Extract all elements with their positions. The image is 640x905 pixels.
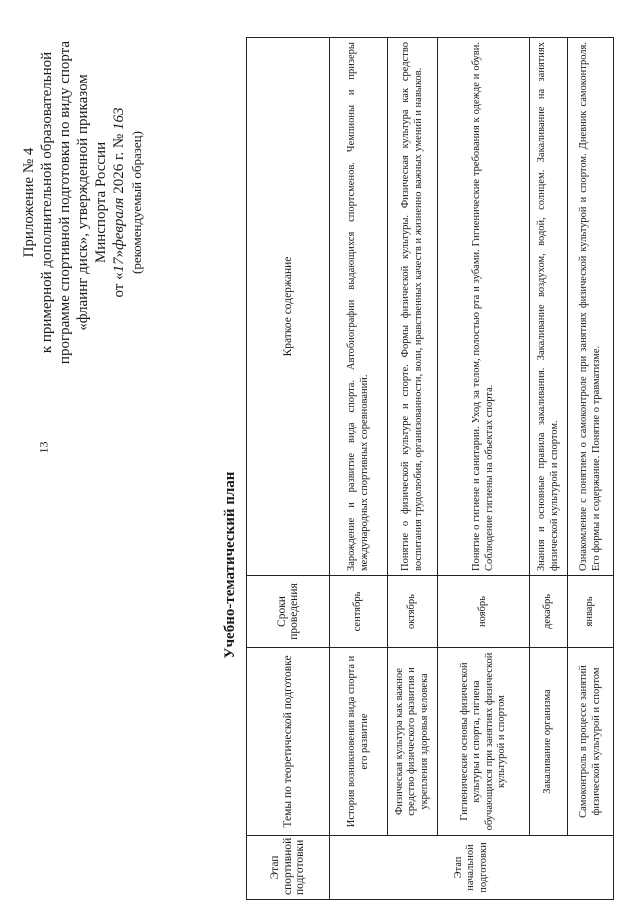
term-cell: декабрь: [530, 576, 568, 648]
term-cell: январь: [568, 576, 614, 648]
header-stage: Этап спортивной подготовки: [247, 836, 330, 900]
table-row: [568, 38, 614, 900]
page-number: 13: [36, 441, 51, 454]
content-cell: Знания и основные правила закаливания. Закаливание воздухом, водой, солнцем. Закаливание на занятиях физической культурой и спортом.: [530, 38, 568, 576]
topic-cell: Гигиенические основы физической культуры и спорта, гигиена обучающихся при занятиях физической культурой и спортом: [438, 648, 530, 836]
topic-cell: История возникновения вида спорта и его развитие: [330, 648, 388, 836]
topic-cell: Закаливание организма: [530, 648, 568, 836]
appendix-line: Приложение № 4: [21, 147, 37, 258]
content-cell: Понятие о физической культуре и спорте. Формы физической культуры. Физическая культура как средство воспитания трудолюбия, организованности, воли, нравственных качеств и жизненно важных умений и навыков.: [388, 38, 438, 576]
stage-cell: Этап начальной подготовки: [330, 836, 614, 900]
plan-table: [246, 37, 614, 900]
term-cell: ноябрь: [438, 576, 530, 648]
table-row: [530, 38, 568, 900]
handwritten-month: февраля: [111, 197, 127, 250]
table-header-row: [247, 38, 330, 900]
table-row: [330, 38, 388, 900]
header-term: Сроки проведения: [247, 576, 330, 648]
table-row: [388, 38, 438, 900]
plan-title: Учебно-тематический план: [222, 471, 238, 659]
header-content: Краткое содержание: [247, 38, 330, 576]
topic-cell: Физическая культура как важное средство физического развития и укрепления здоровья человека: [388, 648, 438, 836]
appendix-line: программе спортивной подготовки по виду спорта: [57, 40, 73, 365]
content-cell: Понятие о гигиене и санитарии. Уход за телом, полостью рта и зубами. Гигиенические требования к одежде и обуви. Соблюдение гигиены на объектах спорта.: [438, 38, 530, 576]
term-cell: сентябрь: [330, 576, 388, 648]
appendix-line: к примерной дополнительной образовательной: [39, 51, 55, 354]
handwritten-number: 163: [111, 107, 127, 131]
appendix-header: [20, 5, 146, 400]
header-topic: Темы по теоретической подготовке: [247, 648, 330, 836]
appendix-line: «флаинг диск», утвержденной приказом: [75, 74, 91, 331]
topic-cell: Самоконтроль в процессе занятий физической культурой и спортом: [568, 648, 614, 836]
appendix-line: Минспорта России: [93, 141, 109, 264]
term-cell: октябрь: [388, 576, 438, 648]
appendix-date: от «17»февраля 2026 г. № 163: [111, 107, 127, 298]
handwritten-day: 17: [111, 257, 127, 273]
appendix-note: (рекомендуемый образец): [129, 131, 144, 274]
content-cell: Зарождение и развитие вида спорта. Автобиографии выдающихся спортсменов. Чемпионы и призеры международных спортивных соревнований.: [330, 38, 388, 576]
content-cell: Ознакомление с понятием о самоконтроле при занятиях физической культурой и спортом. Дневник самоконтроля. Его формы и содержание. Понятие о травматизме.: [568, 38, 614, 576]
table-row: [438, 38, 530, 900]
